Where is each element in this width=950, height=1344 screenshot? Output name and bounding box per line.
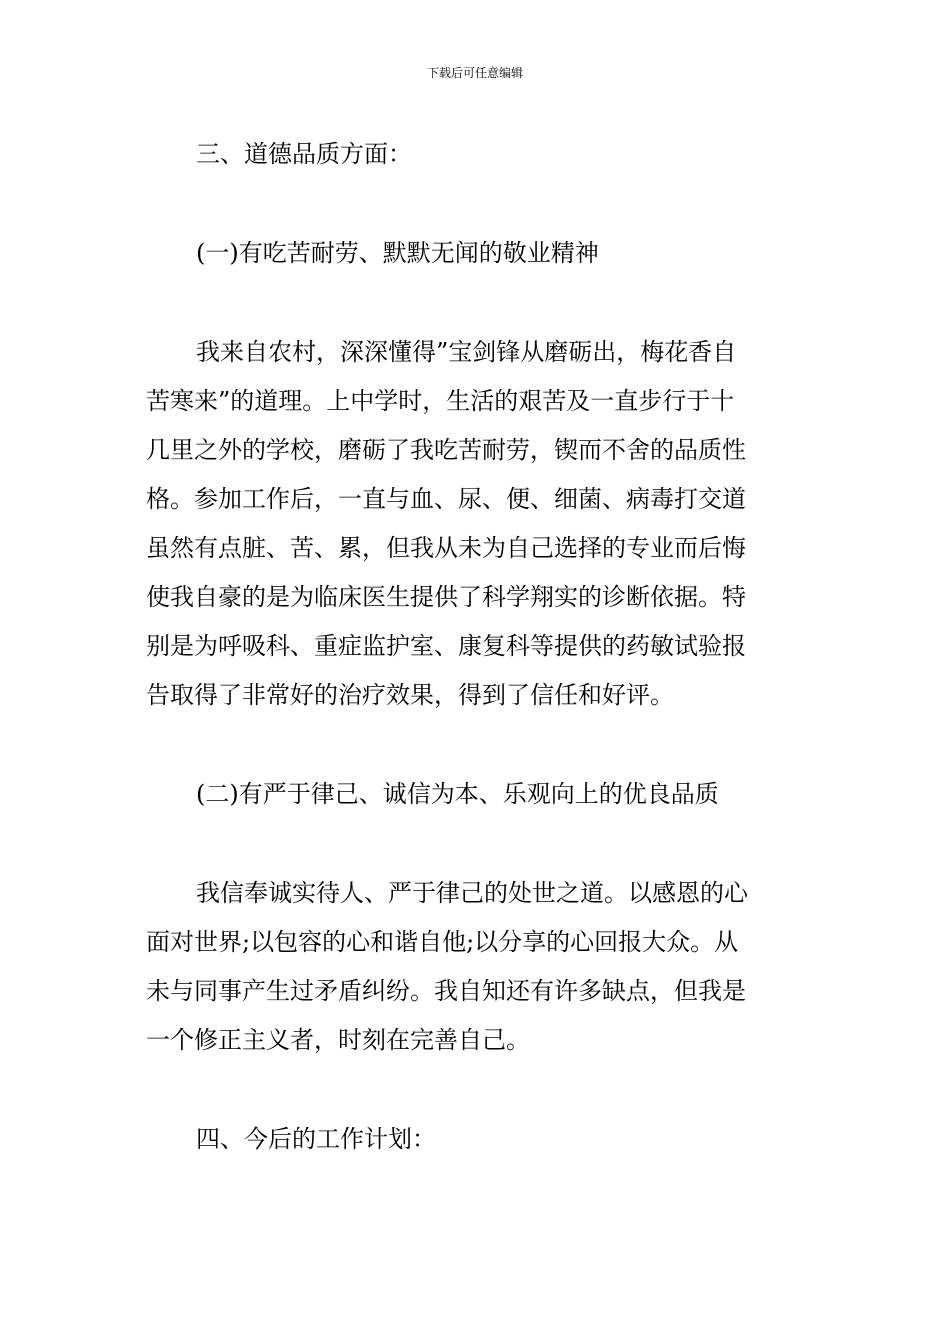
paragraph-one-line: 虽然有点脏、苦、累，但我从未为自己选择的专业而后悔: [146, 534, 746, 562]
page-header: 下载后可任意编辑: [426, 66, 523, 80]
paragraph-one-line: 几里之外的学校，磨砺了我吃苦耐劳，锲而不舍的品质性: [146, 436, 746, 464]
document-body: [146, 130, 808, 1164]
paragraph-one-line: 使我自豪的是为临床医生提供了科学翔实的诊断依据。特: [146, 583, 746, 611]
paragraph-two-line: 面对世界;以包容的心和谐自他;以分享的心回报大众。从: [146, 928, 739, 956]
paragraph-gap: [146, 179, 808, 229]
paragraph-gap: [146, 278, 808, 328]
paragraph-one-line: 别是为呼吸科、重症监护室、康复科等提供的药敏试验报: [146, 632, 746, 660]
paragraph-gap: [146, 720, 808, 770]
paragraph-one-line: 告取得了非常好的治疗效果，得到了信任和好评。: [146, 681, 674, 709]
section-heading-four: 四、今后的工作计划：: [196, 1125, 436, 1153]
paragraph-two-line: 一个修正主义者，时刻在完善自己。: [146, 1026, 530, 1054]
paragraph-gap: [146, 1065, 808, 1115]
subheading-two: (二)有严于律己、诚信为本、乐观向上的优良品质: [196, 780, 719, 808]
paragraph-two-line: 未与同事产生过矛盾纠纷。我自知还有许多缺点，但我是: [146, 977, 746, 1005]
section-heading-three: 三、道德品质方面：: [196, 140, 412, 168]
paragraph-gap: [146, 819, 808, 869]
paragraph-one-line: 苦寒来”的道理。上中学时，生活的艰苦及一直步行于十: [146, 387, 735, 415]
paragraph-one-line: 我来自农村，深深懂得”宝剑锋从磨砺出，梅花香自: [196, 338, 737, 366]
paragraph-one-line: 格。参加工作后，一直与血、尿、便、细菌、病毒打交道: [146, 485, 746, 513]
paragraph-two-line: 我信奉诚实待人、严于律己的处世之道。以感恩的心: [196, 879, 748, 907]
subheading-one: (一)有吃苦耐劳、默默无闻的敬业精神: [196, 239, 599, 267]
